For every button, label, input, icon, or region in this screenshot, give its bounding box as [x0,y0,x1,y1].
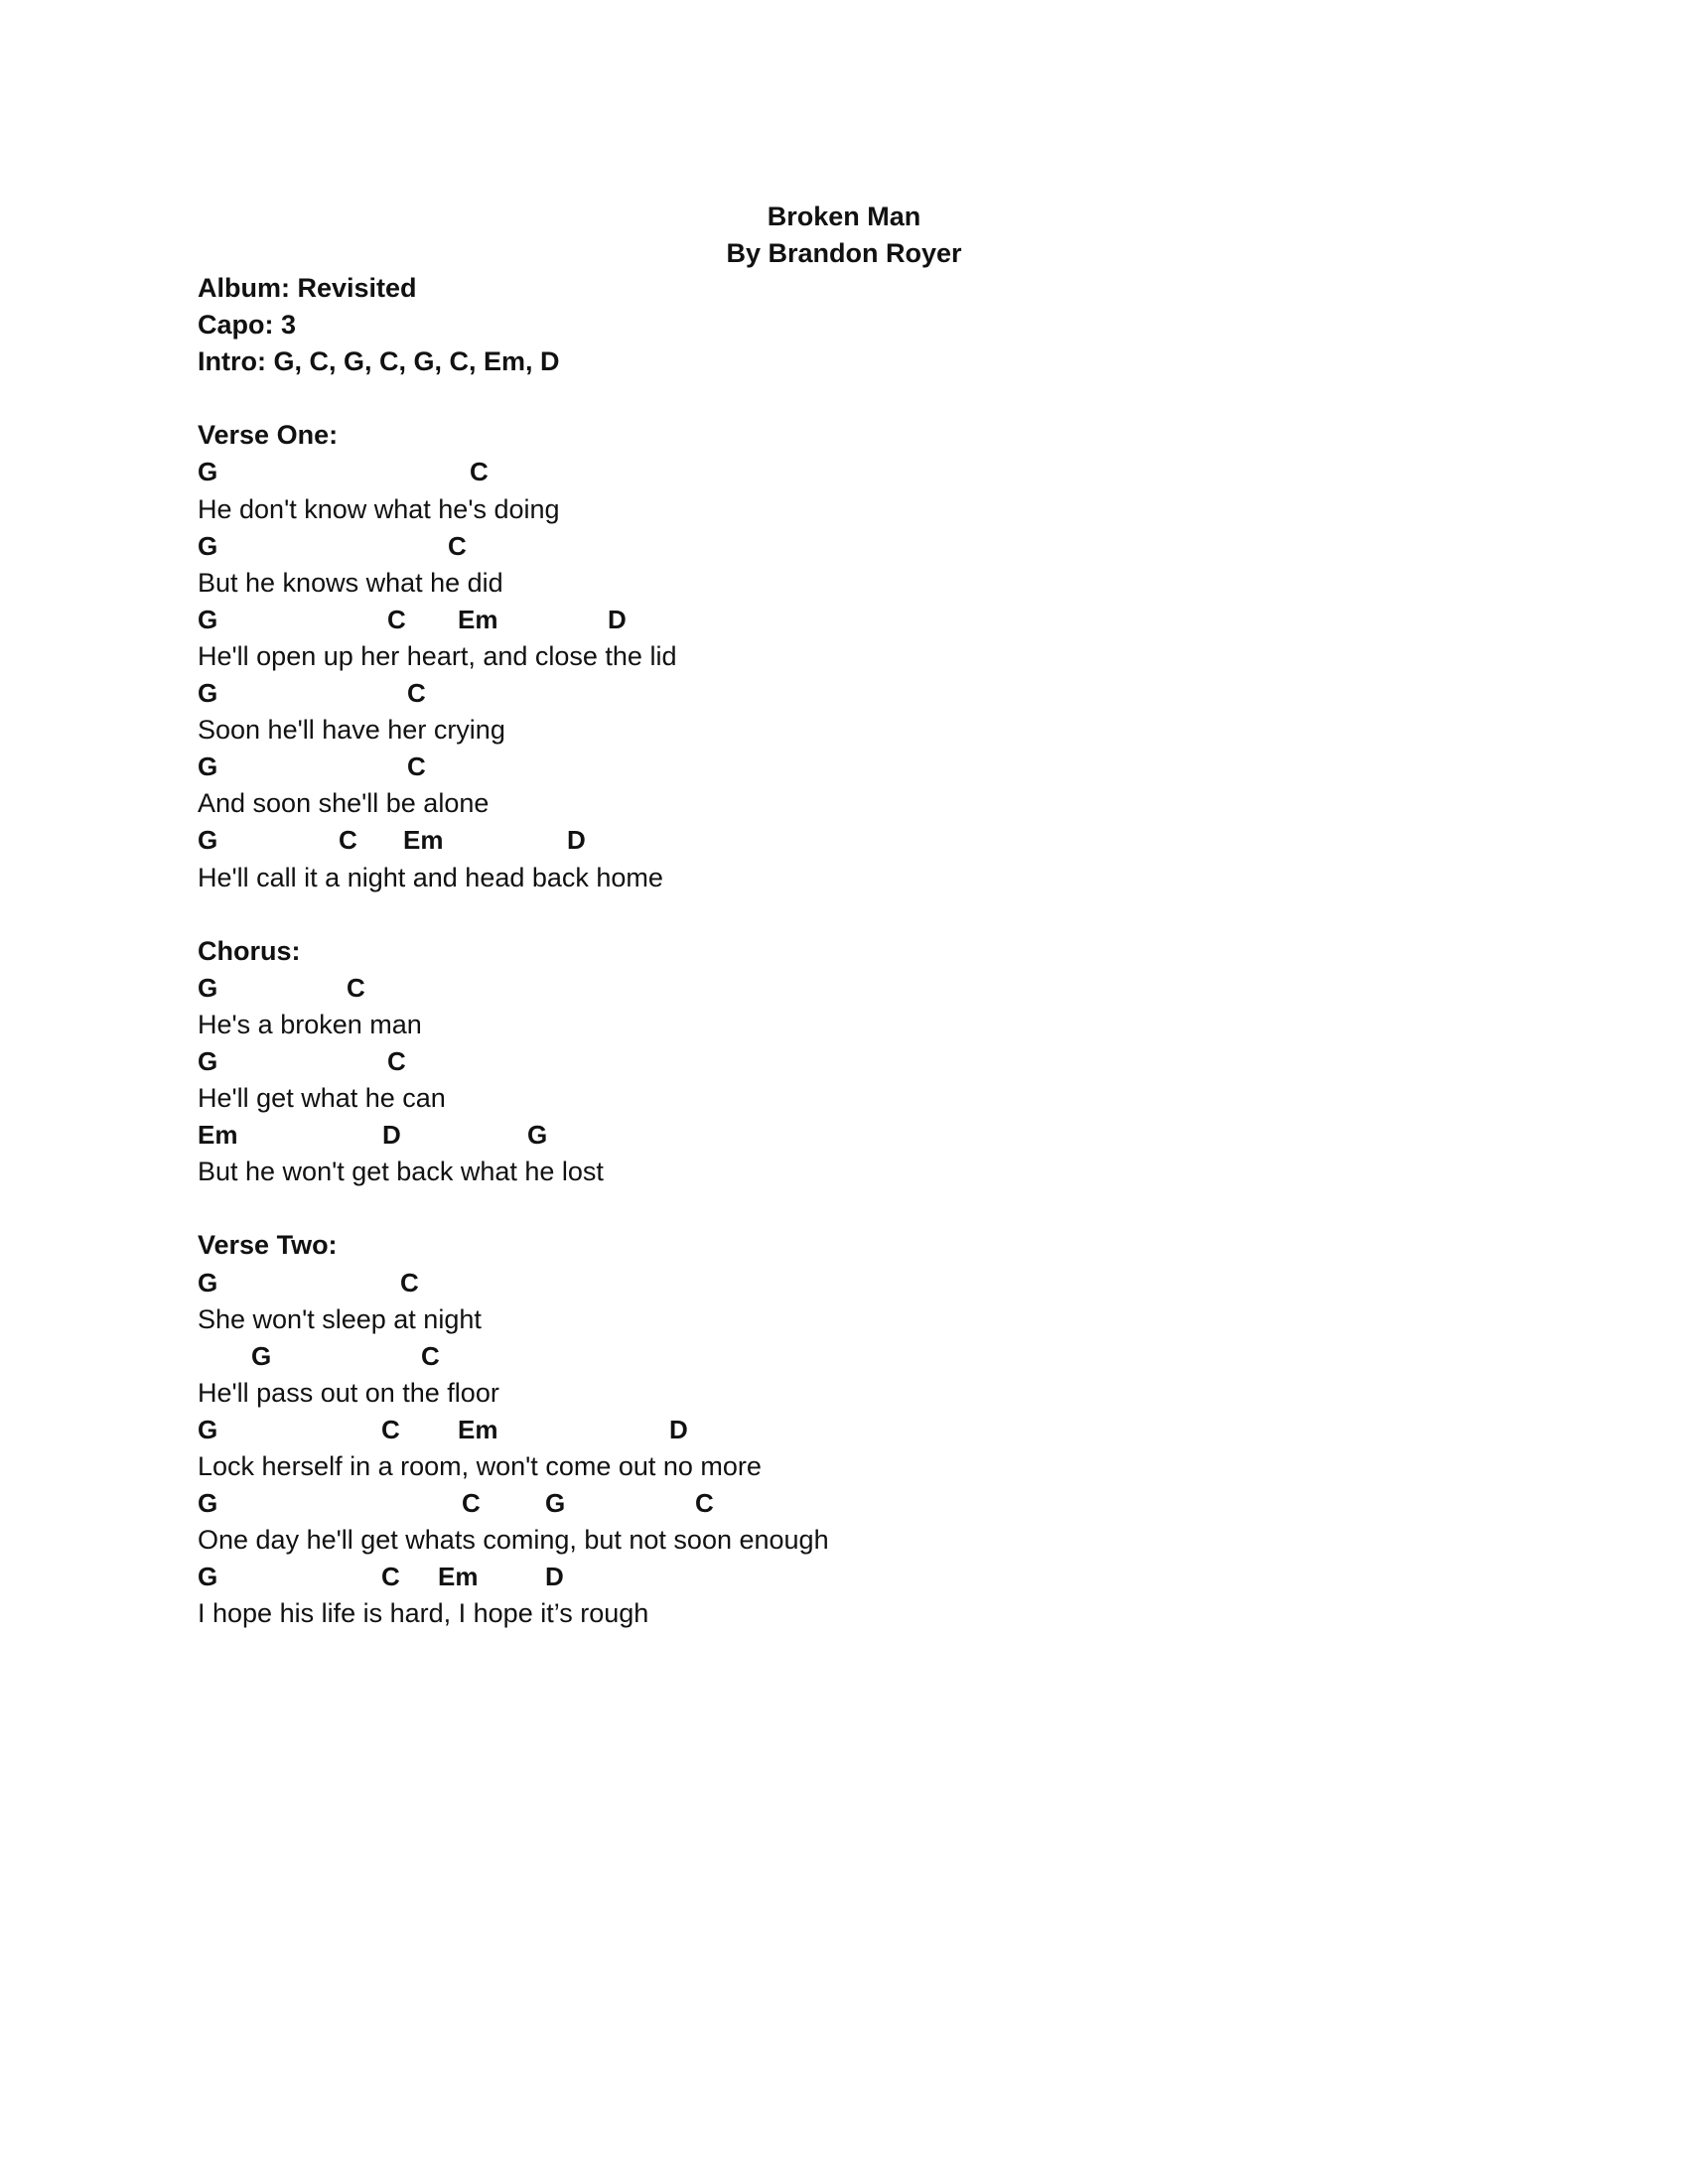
chord: C [339,825,357,856]
chord: G [198,1562,218,1592]
chord-line [198,1117,1488,1154]
chord: C [400,1267,419,1297]
chord: C [470,457,489,487]
chord: G [198,825,218,856]
chord-line [198,454,1488,490]
chord: C [381,1414,400,1444]
chord: Em [438,1562,479,1592]
chord: C [347,972,365,1003]
lyric-line: Lock herself in a room, won't come out no more [198,1451,762,1481]
chord: C [421,1340,440,1371]
chord: D [669,1414,688,1444]
chord-line [198,822,1488,859]
lyric-line: But he knows what he did [198,567,503,598]
chord-line [198,675,1488,712]
spacer [198,380,1488,417]
lyric-line: I hope his life is hard, I hope it’s rough [198,1598,649,1629]
song-content [198,270,1488,1632]
song-title: Broken Man [767,202,921,231]
chord: G [198,751,218,782]
capo-line: Capo: 3 [198,310,297,341]
chord-line [198,1559,1488,1595]
chord: G [251,1340,272,1371]
section-heading-chorus: Chorus: [198,935,301,966]
chord: D [567,825,586,856]
chord: C [381,1562,400,1592]
lyric-line: He'll get what he can [198,1083,446,1114]
chord-line [198,970,1488,1007]
chord: Em [403,825,444,856]
chord: G [545,1488,566,1519]
chord-line [198,528,1488,565]
song-author: By Brandon Royer [726,238,962,268]
chord: C [387,1045,406,1076]
spacer [198,896,1488,933]
chord: C [387,604,406,634]
chord-line [198,602,1488,638]
chord-line [198,1412,1488,1448]
chord: Em [458,604,498,634]
chord: C [695,1488,714,1519]
chord: G [198,972,218,1003]
chord-line [198,1485,1488,1522]
chord: D [382,1120,401,1151]
chord: C [407,678,426,709]
lyric-line: But he won't get back what he lost [198,1157,604,1187]
lyric-line: He'll pass out on the floor [198,1377,499,1408]
chord: Em [458,1414,498,1444]
chord: G [198,1488,218,1519]
section-heading-verse-one: Verse One: [198,420,339,451]
lyric-line: He's a broken man [198,1009,422,1039]
lyric-line: Soon he'll have her crying [198,715,505,746]
lyric-line: And soon she'll be alone [198,788,490,819]
chord: C [462,1488,481,1519]
chord: G [198,457,218,487]
chord-line [198,1043,1488,1080]
chord: G [198,678,218,709]
chord-line [198,1338,1488,1375]
chord: G [198,1045,218,1076]
chord: C [448,530,467,561]
chord: C [407,751,426,782]
chord: G [198,1414,218,1444]
chord: Em [198,1120,238,1151]
chord: G [198,604,218,634]
chord: G [198,1267,218,1297]
title-block [0,199,1688,272]
chord: D [545,1562,564,1592]
section-heading-verse-two: Verse Two: [198,1230,338,1261]
chord-line [198,749,1488,785]
lyric-line: One day he'll get whats coming, but not soon enough [198,1525,829,1556]
chord: G [198,530,218,561]
chord-line [198,1265,1488,1301]
lyric-line: He'll call it a night and head back home [198,862,663,892]
lyric-line: She won't sleep at night [198,1303,482,1334]
chord: G [527,1120,548,1151]
lyric-line: He don't know what he's doing [198,493,560,524]
intro-line: Intro: G, C, G, C, G, C, Em, D [198,346,560,377]
spacer [198,1190,1488,1227]
chord: D [608,604,627,634]
album-line: Album: Revisited [198,273,417,303]
lyric-line: He'll open up her heart, and close the lid [198,640,677,671]
